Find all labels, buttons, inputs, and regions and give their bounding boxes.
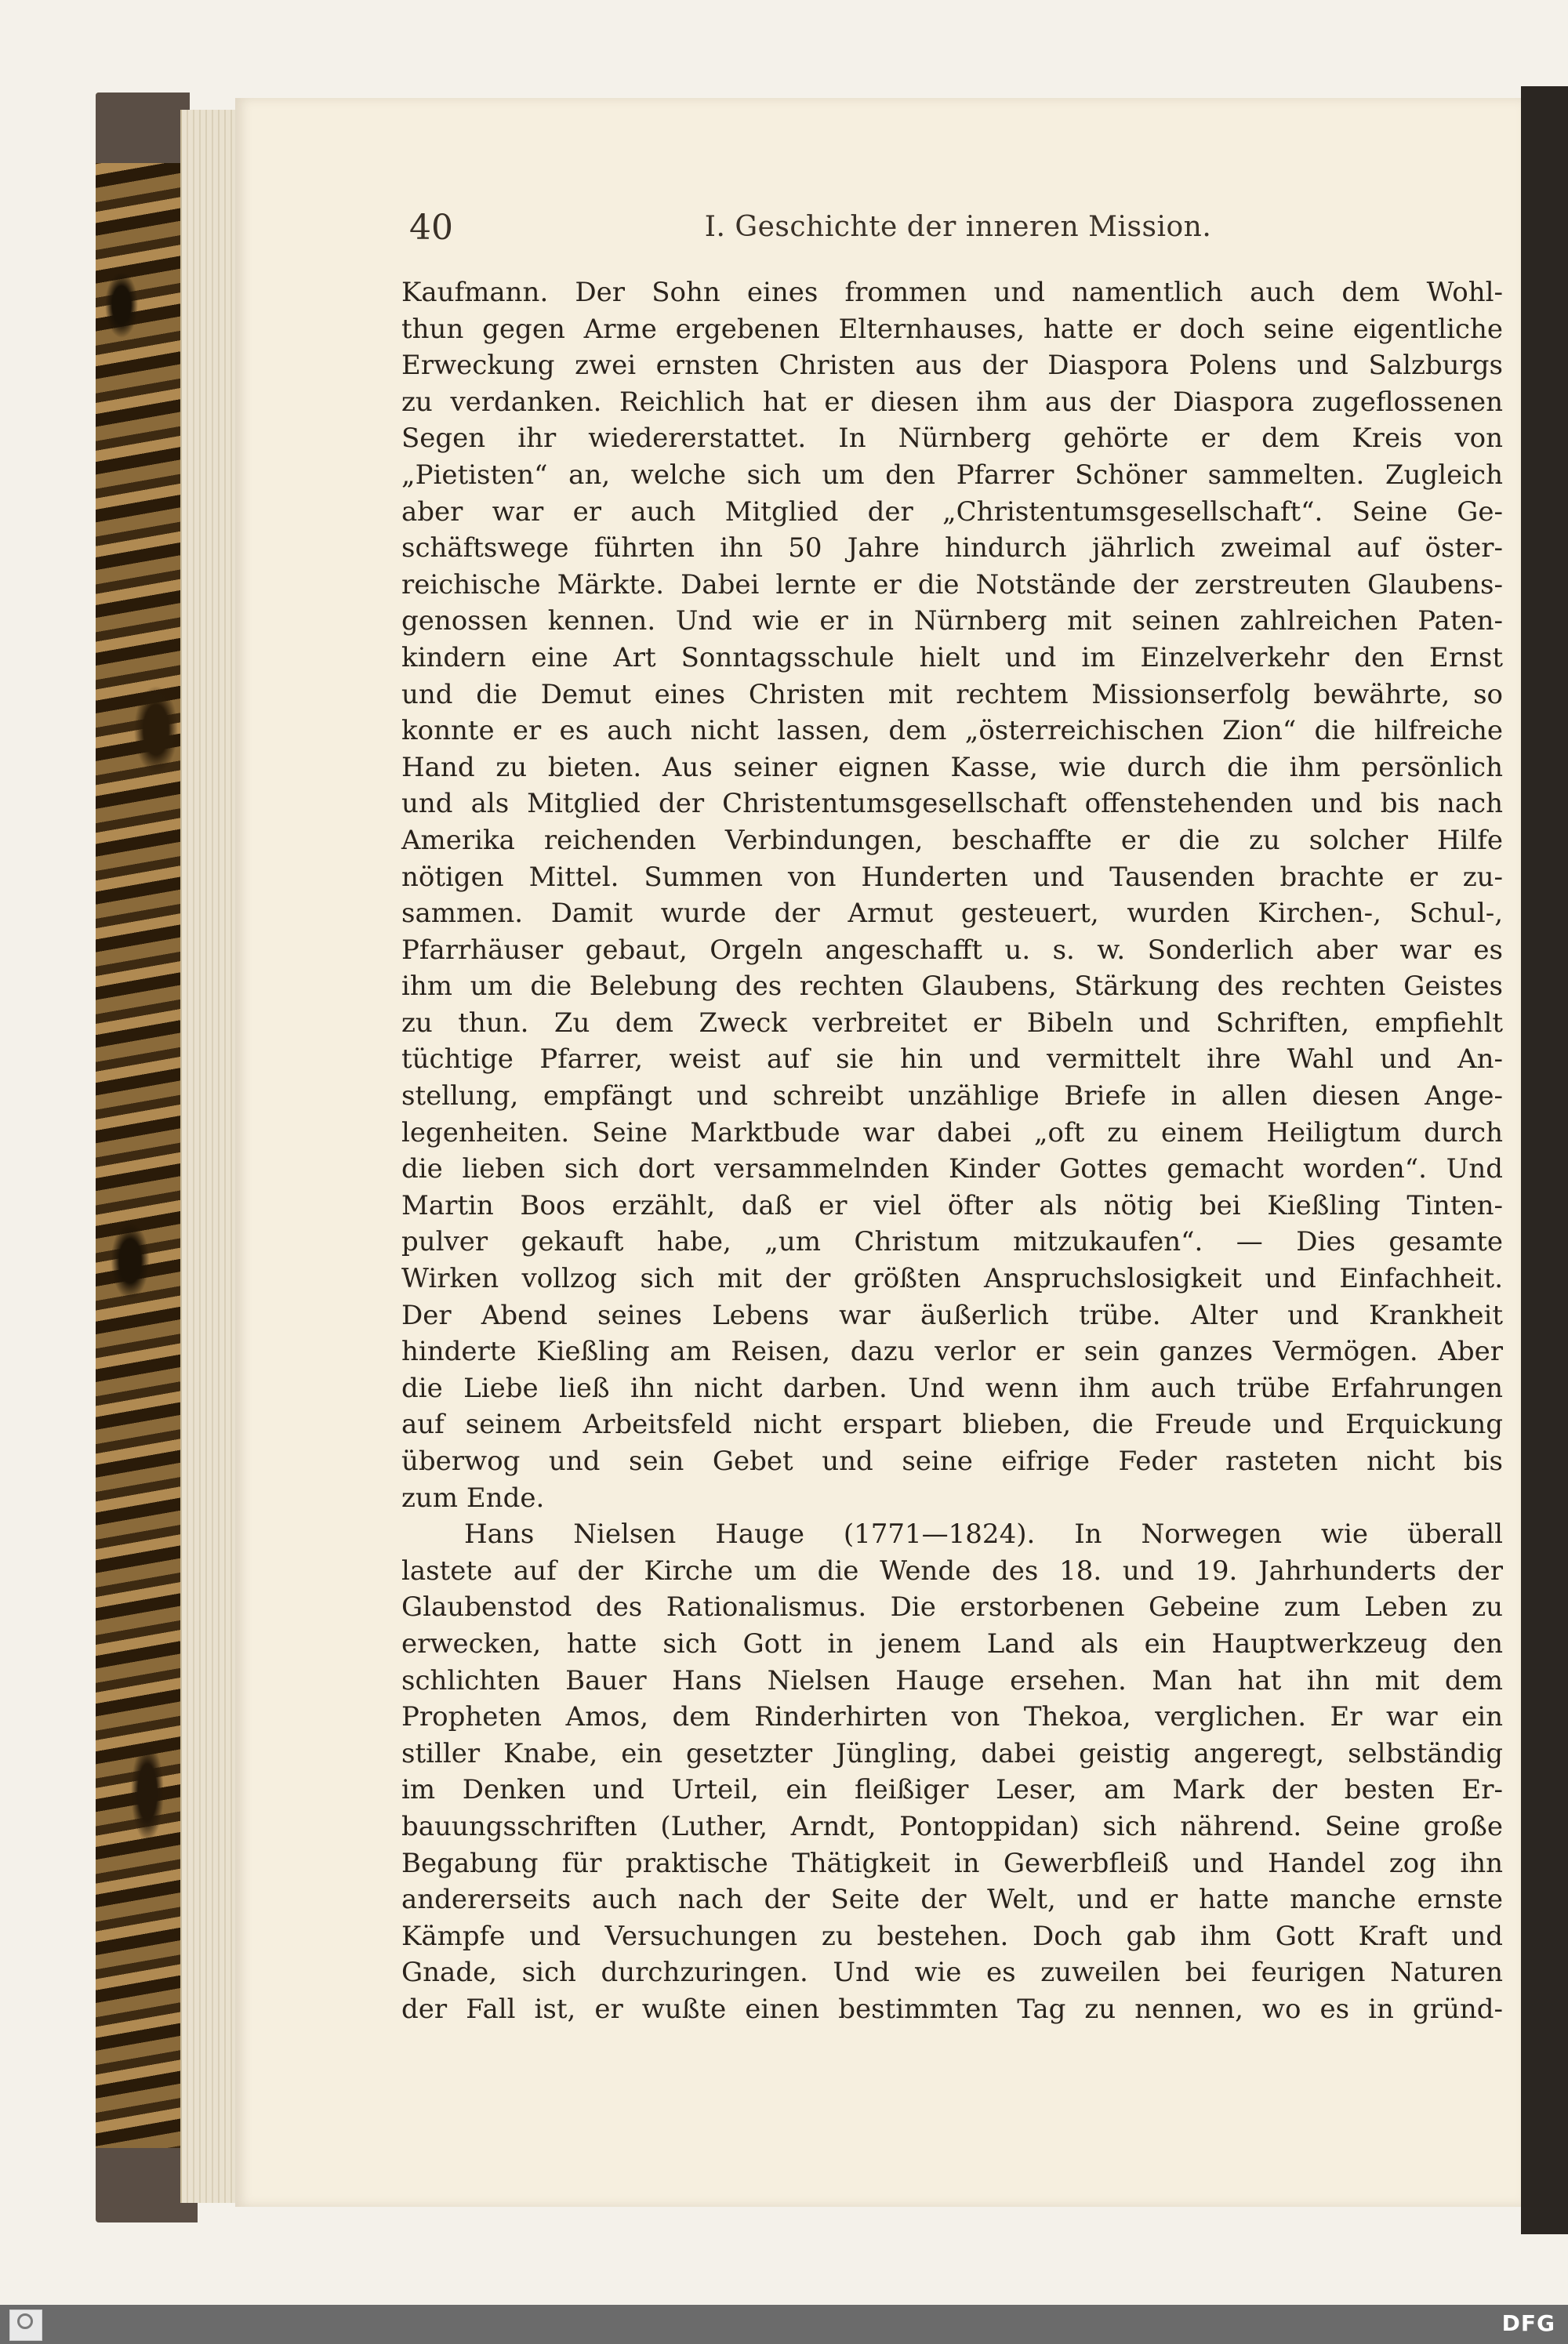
body-text: [401, 274, 1503, 2028]
text-line: Erweckung zwei ernsten Christen aus der Diaspora Polens und Salzburgs: [401, 350, 1503, 382]
text-line: stellung, empfängt und schreibt unzählige Briefe in allen diesen Ange-: [401, 1080, 1503, 1112]
text-line: nötigen Mittel. Summen von Hunderten und Tausenden brachte er zu-: [401, 861, 1503, 893]
text-line: Gnade, sich durchzuringen. Und wie es zuweilen bei feurigen Naturen: [401, 1957, 1503, 1989]
library-logo-icon[interactable]: [9, 2310, 42, 2341]
text-line: stiller Knabe, ein gesetzter Jüngling, dabei geistig angeregt, selbständig: [401, 1737, 1503, 1769]
text-line: schäftswege führten ihn 50 Jahre hindurch jährlich zweimal auf öster-: [401, 532, 1503, 564]
text-line: ihm um die Belebung des rechten Glaubens, Stärkung des rechten Geistes: [401, 971, 1503, 1003]
text-line: sammen. Damit wurde der Armut gesteuert, wurden Kirchen-, Schul-,: [401, 898, 1503, 930]
text-line: Kaufmann. Der Sohn eines frommen und namentlich auch dem Wohl-: [401, 277, 1503, 308]
text-line: Hans Nielsen Hauge (1771—1824). In Norwegen wie überall: [464, 1519, 1503, 1551]
text-line: andererseits auch nach der Seite der Welt, und er hatte manche ernste: [401, 1884, 1503, 1916]
text-line: Hand zu bieten. Aus seiner eignen Kasse, wie durch die ihm persönlich: [401, 751, 1503, 783]
text-line: genossen kennen. Und wie er in Nürnberg mit seinen zahlreichen Paten-: [401, 605, 1503, 637]
text-line: Amerika reichenden Verbindungen, beschaffte er die zu solcher Hilfe: [401, 824, 1503, 856]
logo-mark: [17, 2313, 33, 2329]
text-line: Pfarrhäuser gebaut, Orgeln angeschafft u. s. w. Sonderlich aber war es: [401, 934, 1503, 966]
book-cover-marbled: [96, 93, 182, 2217]
text-line: der Fall ist, er wußte einen bestimmten Tag zu nennen, wo es in gründ-: [401, 1993, 1503, 2025]
text-line: Glaubenstod des Rationalismus. Die erstorbenen Gebeine zum Leben zu: [401, 1591, 1503, 1624]
text-line: Martin Boos erzählt, daß er viel öfter als nötig bei Kießling Tinten-: [401, 1189, 1503, 1221]
text-line: legenheiten. Seine Marktbude war dabei „oft zu einem Heiligtum durch: [401, 1116, 1503, 1148]
text-line: reichische Märkte. Dabei lernte er die Notstände der zerstreuten Glaubens-: [401, 568, 1503, 601]
text-line: lastete auf der Kirche um die Wende des 18. und 19. Jahrhunderts der: [401, 1555, 1503, 1587]
text-line: pulver gekauft habe, „um Christum mitzukaufen“. — Dies gesamte: [401, 1226, 1503, 1258]
text-line: bauungsschriften (Luther, Arndt, Pontoppidan) sich nährend. Seine große: [401, 1810, 1503, 1842]
page: [235, 98, 1521, 2207]
background-edge: [1521, 86, 1568, 2234]
text-line: Propheten Amos, dem Rinderhirten von Thekoa, verglichen. Er war ein: [401, 1701, 1503, 1733]
text-line: Kämpfe und Versuchungen zu bestehen. Doch gab ihm Gott Kraft und: [401, 1920, 1503, 1952]
book-cover-corner-top: [96, 93, 190, 163]
text-line: im Denken und Urteil, ein fleißiger Leser, am Mark der besten Er-: [401, 1774, 1503, 1806]
text-line: tüchtige Pfarrer, weist auf sie hin und vermittelt ihre Wahl und An-: [401, 1043, 1503, 1076]
text-line: „Pietisten“ an, welche sich um den Pfarrer Schöner sammelten. Zugleich: [401, 459, 1503, 491]
text-line: Wirken vollzog sich mit der größten Anspruchslosigkeit und Einfachheit.: [401, 1263, 1503, 1295]
text-line: Begabung für praktische Thätigkeit in Gewerbfleiß und Handel zog ihn: [401, 1847, 1503, 1879]
running-head: I. Geschichte der inneren Mission.: [704, 211, 1212, 243]
text-line: überwog und sein Gebet und seine eifrige Feder rasteten nicht bis: [401, 1446, 1503, 1477]
text-line: schlichten Bauer Hans Nielsen Hauge ersehen. Man hat ihn mit dem: [401, 1664, 1503, 1696]
text-line: aber war er auch Mitglied der „Christentumsgesellschaft“. Seine Ge-: [401, 495, 1503, 528]
text-line: Segen ihr wiedererstattet. In Nürnberg gehörte er dem Kreis von: [401, 423, 1503, 455]
text-line: auf seinem Arbeitsfeld nicht erspart blieben, die Freude und Erquickung: [401, 1409, 1503, 1441]
text-line: und als Mitglied der Christentumsgesellschaft offenstehenden und bis nach: [401, 788, 1503, 820]
text-line: hinderte Kießling am Reisen, dazu verlor er sein ganzes Vermögen. Aber: [401, 1336, 1503, 1368]
text-line: zu thun. Zu dem Zweck verbreitet er Bibeln und Schriften, empfiehlt: [401, 1007, 1503, 1039]
page-number: 40: [409, 208, 453, 248]
dfg-logo: DFG: [1501, 2310, 1555, 2336]
text-line: und die Demut eines Christen mit rechtem Missionserfolg bewährte, so: [401, 678, 1503, 710]
text-line: konnte er es auch nicht lassen, dem „österreichischen Zion“ die hilfreiche: [401, 715, 1503, 747]
viewer-footer-bar: [0, 2305, 1568, 2344]
text-line: Der Abend seines Lebens war äußerlich trübe. Alter und Krankheit: [401, 1299, 1503, 1331]
page-header: [409, 208, 1507, 263]
text-line: die lieben sich dort versammelnden Kinder Gottes gemacht worden“. Und: [401, 1153, 1503, 1185]
text-line: kindern eine Art Sonntagsschule hielt und im Einzelverkehr den Ernst: [401, 641, 1503, 673]
text-line: die Liebe ließ ihn nicht darben. Und wenn ihm auch trübe Erfahrungen: [401, 1372, 1503, 1404]
text-line: zum Ende.: [401, 1482, 545, 1514]
text-line: zu verdanken. Reichlich hat er diesen ihm aus der Diaspora zugeflossenen: [401, 386, 1503, 418]
text-line: erwecken, hatte sich Gott in jenem Land als ein Hauptwerkzeug den: [401, 1627, 1503, 1660]
text-line: thun gegen Arme ergebenen Elternhauses, hatte er doch seine eigentliche: [401, 313, 1503, 345]
